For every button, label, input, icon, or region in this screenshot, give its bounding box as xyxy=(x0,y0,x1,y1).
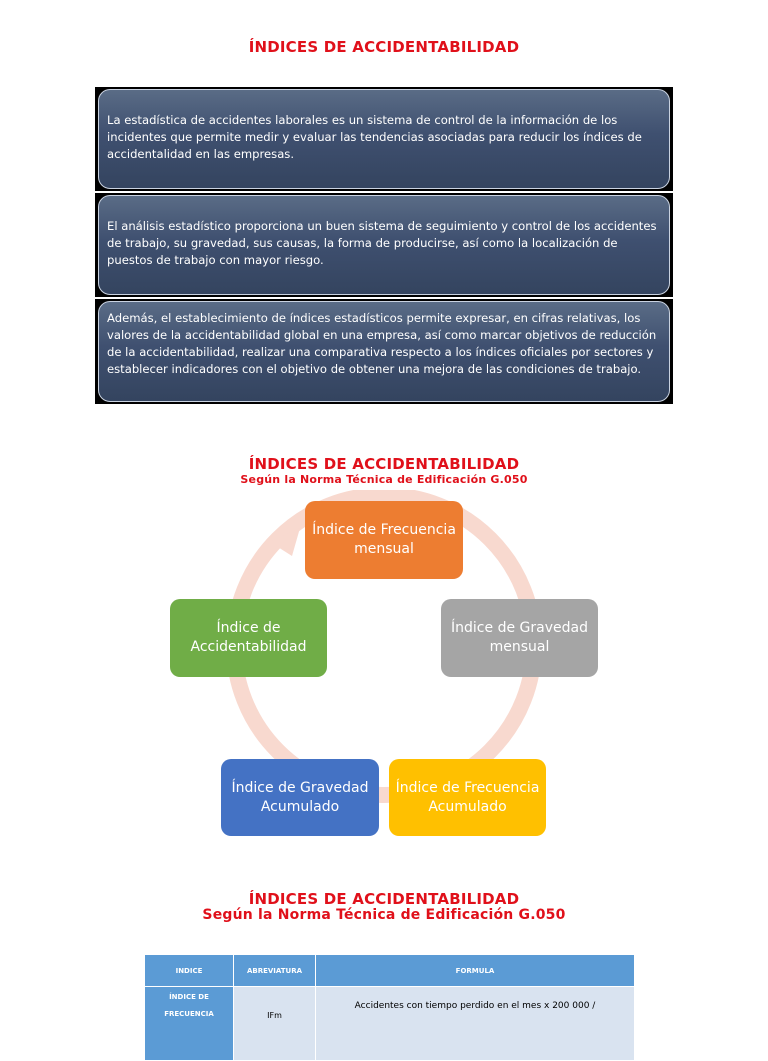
info-text-1: La estadística de accidentes laborales es un sistema de control de la información de los incidentes que permite medir y evaluar las tendencias asociadas para reducir los índices de accidentalidad en las empresas. xyxy=(98,89,670,189)
header-indice: INDICE xyxy=(145,955,234,987)
page-title: ÍNDICES DE ACCIDENTABILIDAD xyxy=(248,38,520,56)
table-subtitle: Según la Norma Técnica de Edificación G.050 xyxy=(202,907,566,923)
node-indice-gravedad-acumulado: Índice de Gravedad Acumulado xyxy=(221,759,379,836)
node-indice-frecuencia-acumulado: Índice de Frecuencia Acumulado xyxy=(389,759,546,836)
diagram-subtitle: Según la Norma Técnica de Edificación G.050 xyxy=(240,473,528,486)
cell-abreviatura: IFm xyxy=(234,987,316,1061)
cell-formula: Accidentes con tiempo perdido en el mes x 200 000 / xyxy=(316,987,635,1061)
info-text-3: Además, el establecimiento de índices estadísticos permite expresar, en cifras relativas, los valores de la accidentabilidad global en una empresa, así como marcar objetivos de reducción de la accidentabilidad, realizar una comparativa respecto a los índices oficiales por sectores y establecer indicadores con el objetivo de obtener una mejora de las condiciones de trabajo. xyxy=(98,301,670,402)
node-indice-gravedad-mensual: Índice de Gravedad mensual xyxy=(441,599,598,677)
table-header-row xyxy=(145,955,635,987)
node-indice-accidentabilidad: Índice de Accidentabilidad xyxy=(170,599,327,677)
node-indice-frecuencia-mensual: Índice de Frecuencia mensual xyxy=(305,501,463,579)
info-panel-3 xyxy=(95,299,673,404)
table-title: ÍNDICES DE ACCIDENTABILIDAD xyxy=(248,890,520,908)
diagram-title: ÍNDICES DE ACCIDENTABILIDAD xyxy=(248,455,520,473)
info-panel-1 xyxy=(95,87,673,191)
header-abreviatura: ABREVIATURA xyxy=(234,955,316,987)
info-panel-2 xyxy=(95,193,673,297)
info-text-2: El análisis estadístico proporciona un buen sistema de seguimiento y control de los accidentes de trabajo, su gravedad, sus causas, la forma de producirse, así como la localización de puestos de trabajo con mayor riesgo. xyxy=(98,195,670,295)
cell-indice: ÍNDICE DE FRECUENCIA xyxy=(145,987,234,1061)
indices-table xyxy=(144,954,635,1061)
header-formula: FORMULA xyxy=(316,955,635,987)
